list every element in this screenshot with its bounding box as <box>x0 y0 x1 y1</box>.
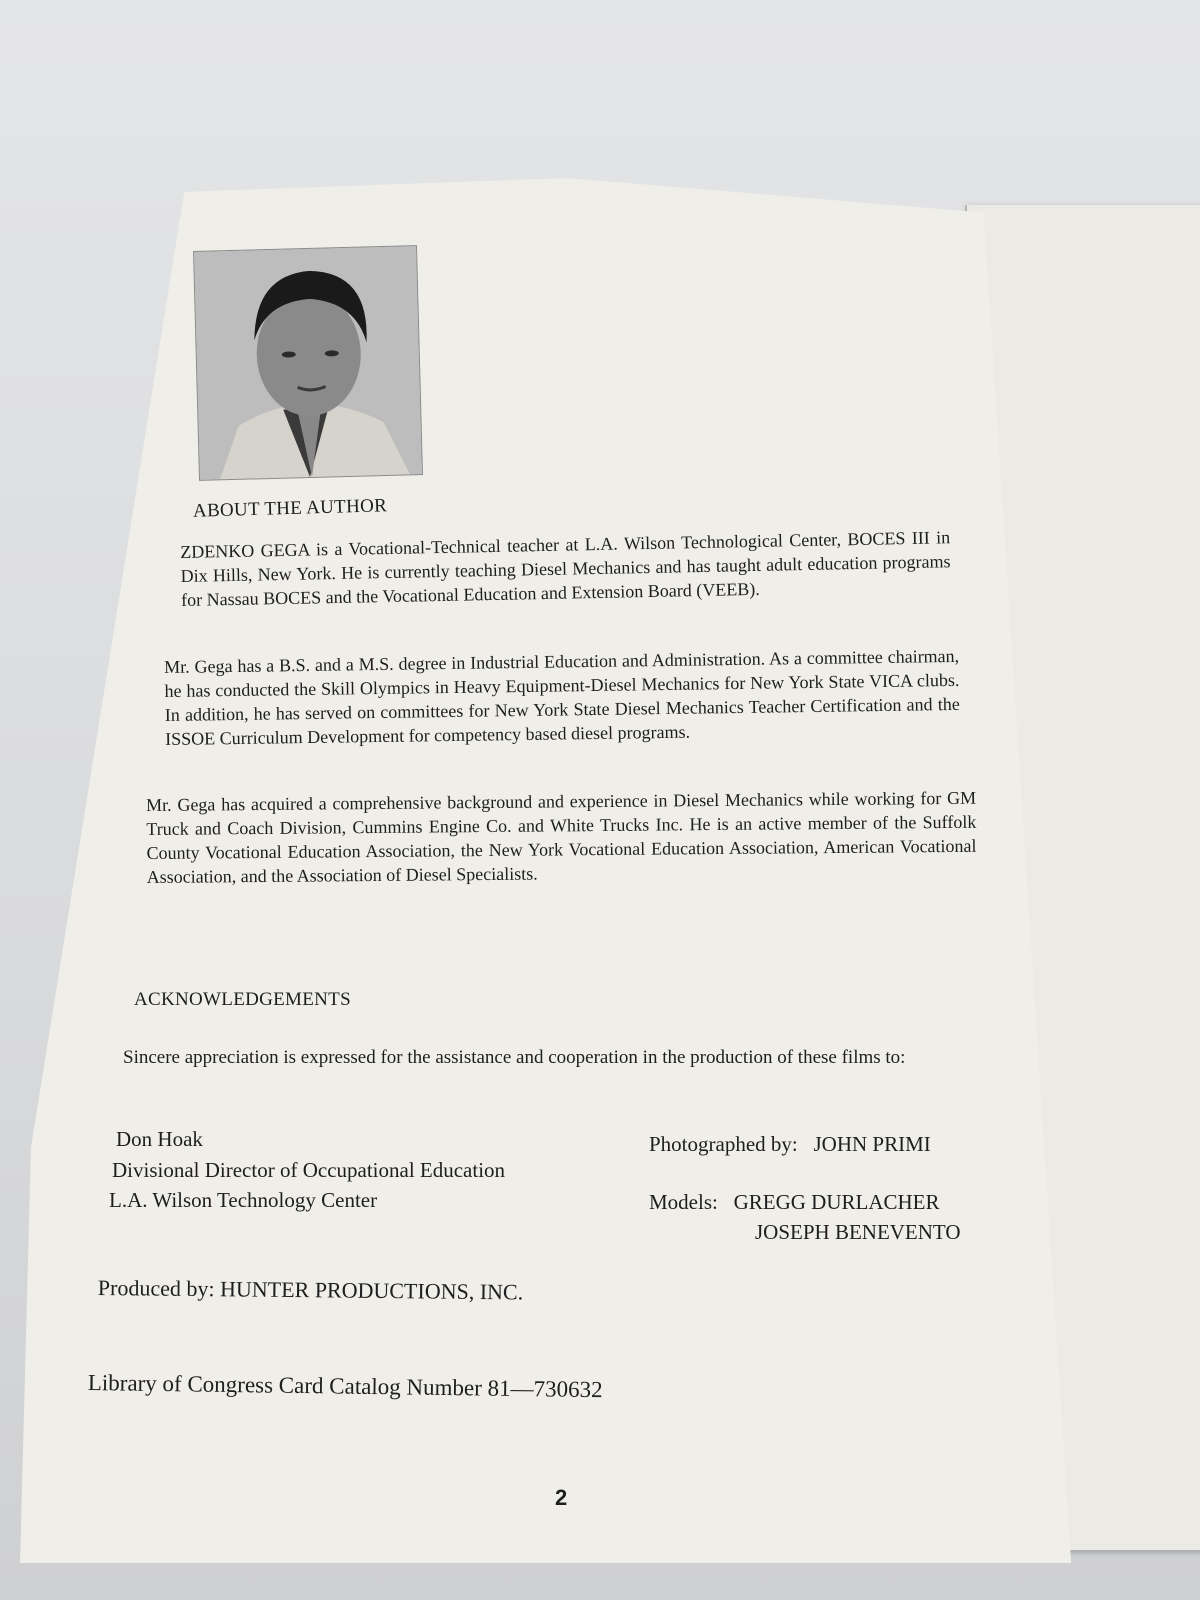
photographed-by: Photographed by: JOHN PRIMI <box>649 1132 931 1156</box>
page-number: 2 <box>555 1485 568 1510</box>
about-heading: ABOUT THE AUTHOR <box>192 495 388 522</box>
person-name: Don Hoak <box>116 1127 203 1151</box>
models-line-2: JOSEPH BENEVENTO <box>755 1220 961 1244</box>
acknowledgements-heading: ACKNOWLEDGEMENTS <box>134 989 351 1010</box>
about-paragraph-2: Mr. Gega has a B.S. and a M.S. degree in Industrial Education and Administration. As a committee chairman, he has conducted the Skill Olympics in Heavy Equipment-Diesel Mechanics for New York State VICA clubs. In addition, he has served on committees for New York State Diesel Mechanics Teacher Certification and the ISSOE Curriculum Development for competency based diesel programs. <box>164 645 960 749</box>
catalog-number: Library of Congress Card Catalog Number 81—730632 <box>87 1370 603 1403</box>
acknowledgements-intro: Sincere appreciation is expressed for the assistance and cooperation in the production of these films to: <box>123 1047 906 1068</box>
produced-by: Produced by: HUNTER PRODUCTIONS, INC. <box>97 1275 524 1305</box>
author-portrait-image <box>194 246 422 480</box>
about-paragraph-3: Mr. Gega has acquired a comprehensive background and experience in Diesel Mechanics while working for GM Truck and Coach Division, Cummins Engine Co. and White Trucks Inc. He is an active member of the Suffolk County Vocational Education Association, the New York Vocational Education Association, American Vocational Association, and the Association of Diesel Specialists. <box>146 787 977 887</box>
person-title: Divisional Director of Occupational Education <box>112 1158 506 1182</box>
person-organization: L.A. Wilson Technology Center <box>109 1188 378 1212</box>
models-line-1: Models: GREGG DURLACHER <box>649 1190 940 1214</box>
author-photo <box>193 245 423 481</box>
about-paragraph-1: ZDENKO GEGA is a Vocational-Technical teacher at L.A. Wilson Technological Center, BOCES III in Dix Hills, New York. He is currently teaching Diesel Mechanics and has taught adult education programs for Nassau BOCES and the Vocational Education and Extension Board (VEEB). <box>180 527 951 610</box>
